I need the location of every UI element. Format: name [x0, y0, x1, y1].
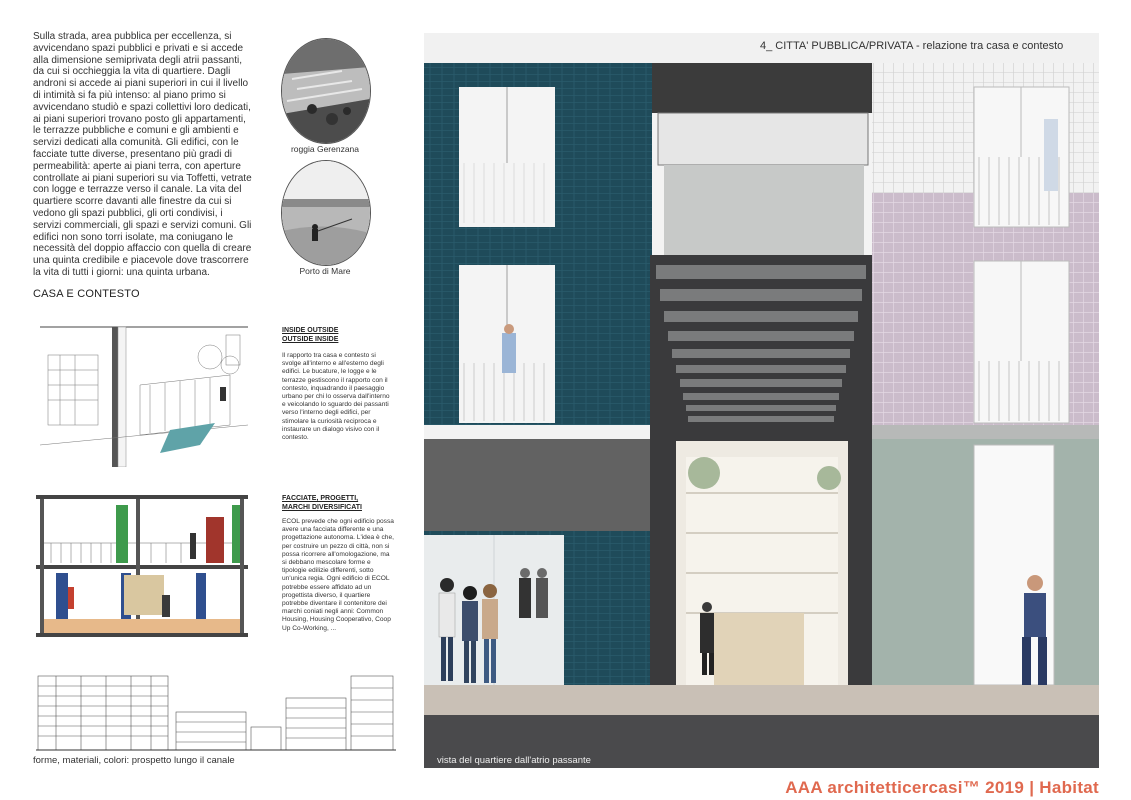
- sketch-inside-outside: [40, 325, 248, 467]
- elevation-caption: forme, materiali, colori: prospetto lungo il canale: [33, 755, 235, 766]
- section-title: CASA E CONTESTO: [33, 288, 140, 300]
- block1-headings: [282, 327, 382, 344]
- render-caption: vista del quartiere dall'atrio passante: [437, 755, 591, 766]
- photo-porto-di-mare: [281, 160, 371, 266]
- block1-heading-1: INSIDE OUTSIDE: [282, 327, 339, 334]
- photo2-caption: Porto di Mare: [299, 266, 351, 276]
- sketch-facades: [36, 495, 248, 637]
- intro-paragraph: Sulla strada, area pubblica per eccellenza, si avvicendano spazi pubblici e privati e si accede alla dimensione semiprivata degli atrii passanti, da cui si occhieggia la vita di quartiere. Dagli androni si accede ai piani superiori in cui il livello di intimità si fa più intenso: al piano primo si avvicendano studiò e spazi collettivi loro dedicati, ai piani superiori trovano posto gli appartamenti, le terrazze pubbliche e comuni e gli ambienti e servizi dedicati alla comunità. Gli edifici, con le facciate tutte diverse, presentano più gradi di permeabilità: aperte ai piani terra, con aperture controllate ai piani superiori su via Toffetti, vetrate con logge e terrazze verso il canale. La vita del quartiere scorre davanti alle finestre da cui si vedono gli spazi pubblici, gli orti condivisi, i servizi commerciali, gli spazi e servizi comuni. Gli edifici non sono torri isolate, ma coniugano le necessità del doppio affaccio con quella di creare una quinta credibile e piacevole dove trascorrere la vita di tutti i giorni: una quinta urbana.: [33, 31, 252, 278]
- photo-roggia-gerenzana: [281, 38, 371, 144]
- photo1-caption: roggia Gerenzana: [290, 144, 360, 154]
- block2-headings: [282, 495, 382, 512]
- block2-heading-1: FACCIATE, PROGETTI,: [282, 495, 359, 502]
- block1-text: Il rapporto tra casa e contesto si svolge all'interno e all'esterno degli edifici. Le bucature, le logge e le terrazze gestiscono il rapporto con il contesto, inquadrando il paesaggio urbano per chi lo osserva dall'interno e veicolando lo sguardo dei passanti verso l'interno degli edifici, per stimolare la curiosità reciproca e instaurare un dialogo visivo con il contesto.: [282, 352, 390, 442]
- main-render: [424, 33, 1099, 768]
- block1-heading-2: OUTSIDE INSIDE: [282, 335, 339, 343]
- block2-text: ECOL prevede che ogni edificio possa avere una facciata differente e una progettazione autonoma. L'idea è che, per costruire un pezzo di città, non si possa ricorrere all'omologazione, ma si debbano mescolare forme e tipologie edilizie differenti, sotto un'unica regia. Ogni edificio di ECOL potrebbe essere affidato ad un progettista diverso, il quartiere potrebbe diventare il contenitore dei marchi coniati negli anni: Common Housing, Housing Cooperativo, Coop Up Co-Working, ...: [282, 518, 394, 632]
- render-title: 4_ CITTA' PUBBLICA/PRIVATA - relazione tra casa e contesto: [760, 40, 1064, 52]
- footer-brand: AAA architetticercasi™ 2019 | Habitat: [785, 778, 1099, 797]
- block2-heading-2: MARCHI DIVERSIFICATI: [282, 503, 362, 511]
- elevation-drawing: [36, 672, 396, 752]
